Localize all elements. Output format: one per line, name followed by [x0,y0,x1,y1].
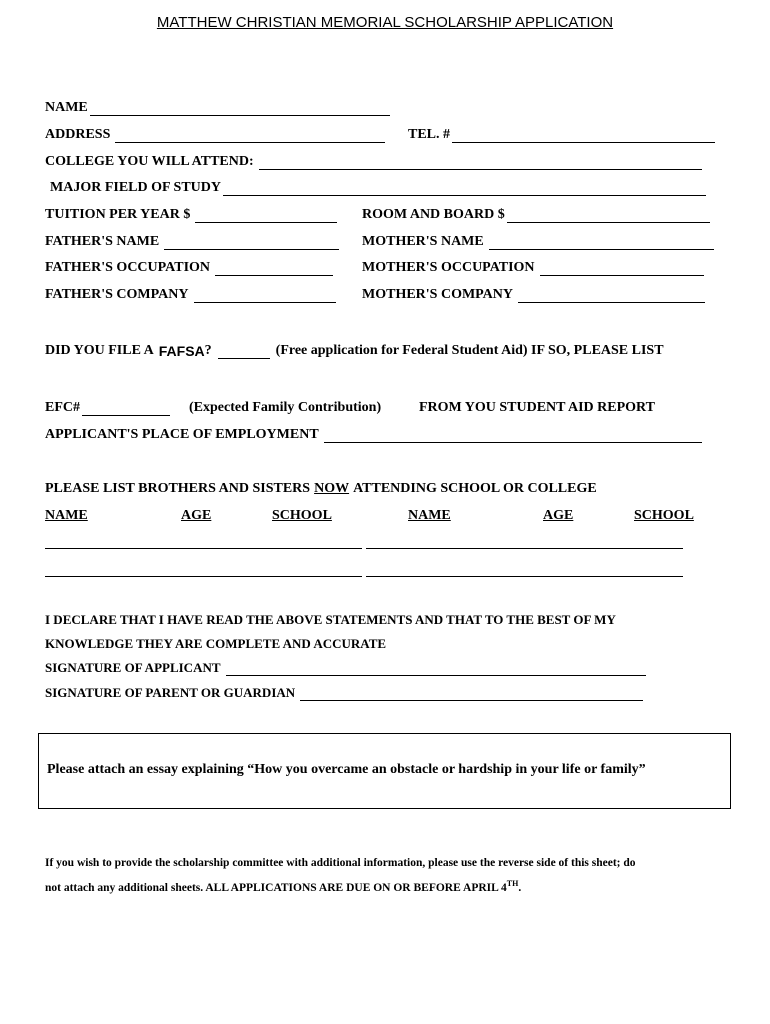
efc-source: FROM YOU STUDENT AID REPORT [419,400,655,415]
sibling-header-name-1: NAME [45,508,88,523]
efc-expansion: (Expected Family Contribution) [189,400,382,415]
page-title: MATTHEW CHRISTIAN MEMORIAL SCHOLARSHIP APPLICATION [156,14,614,31]
major-field[interactable] [223,183,706,196]
room-board-label: ROOM AND BOARD $ [362,207,505,222]
siblings-prompt-before: PLEASE LIST BROTHERS AND SISTERS [45,481,311,496]
employment-field[interactable] [324,430,702,443]
fafsa-qmark: ? [204,343,212,358]
address-label: ADDRESS [45,127,111,142]
address-field[interactable] [115,130,385,143]
father-name-row [45,234,339,250]
sibling-header-school-2: SCHOOL [634,508,694,523]
major-row [50,180,706,196]
tel-row [408,127,715,143]
college-field[interactable] [259,157,702,170]
address-row [45,127,385,143]
note-line-1: If you wish to provide the scholarship committee with additional information, please use the reverse side of this sheet; do [45,857,636,869]
siblings-prompt-now: NOW [314,481,350,496]
room-board-row [362,207,710,223]
mother-occupation-row [362,260,704,276]
college-row [45,154,702,170]
essay-box [38,733,731,809]
applicant-signature-label: SIGNATURE OF APPLICANT [45,660,221,675]
efc-label: EFC# [45,400,80,415]
parent-signature-field[interactable] [300,688,643,701]
mother-name-field[interactable] [489,237,714,250]
employment-label: APPLICANT'S PLACE OF EMPLOYMENT [45,427,319,442]
tuition-label: TUITION PER YEAR $ [45,207,191,222]
major-label: MAJOR FIELD OF STUDY [50,180,221,195]
tel-field[interactable] [452,130,715,143]
siblings-prompt-after: ATTENDING SCHOOL OR COLLEGE [353,481,597,496]
siblings-prompt [45,481,597,497]
father-occupation-row [45,260,333,276]
father-name-label: FATHER'S NAME [45,234,160,249]
fafsa-acronym: FAFSA [158,343,205,359]
applicant-signature-row [45,660,646,676]
father-company-label: FATHER'S COMPANY [45,287,189,302]
mother-name-row [362,234,714,250]
parent-signature-row [45,685,643,701]
college-label: COLLEGE YOU WILL ATTEND: [45,154,254,169]
fafsa-row [45,343,664,359]
name-label: NAME [45,100,88,115]
note-line-2 [45,879,521,894]
sibling-header-name-2: NAME [408,508,451,523]
fafsa-suffix: (Free application for Federal Student Aid) IF SO, PLEASE LIST [275,343,664,358]
father-company-row [45,287,336,303]
name-row [45,100,390,116]
tuition-field[interactable] [195,210,337,223]
efc-row [45,400,170,416]
sibling-header-age-1: AGE [181,508,212,523]
declaration-line-1: I DECLARE THAT I HAVE READ THE ABOVE STATEMENTS AND THAT TO THE BEST OF MY [45,612,616,627]
sibling-line-1-left[interactable] [45,548,362,549]
fafsa-prefix: DID YOU FILE A [45,343,154,358]
fafsa-field[interactable] [218,346,270,359]
note-superscript: TH [506,879,519,888]
father-company-field[interactable] [194,290,336,303]
father-occupation-field[interactable] [215,263,333,276]
sibling-line-2-right[interactable] [366,576,683,577]
essay-instruction: Please attach an essay explaining “How you overcame an obstacle or hardship in your life or family” [47,762,646,777]
mother-company-row [362,287,705,303]
mother-occupation-label: MOTHER'S OCCUPATION [362,260,535,275]
sibling-line-1-right[interactable] [366,548,683,549]
note-end: . [518,881,522,894]
sibling-header-school-1: SCHOOL [272,508,332,523]
name-field[interactable] [90,103,390,116]
mother-occupation-field[interactable] [540,263,704,276]
employment-row [45,427,702,443]
sibling-header-age-2: AGE [543,508,574,523]
mother-name-label: MOTHER'S NAME [362,234,484,249]
mother-company-field[interactable] [518,290,705,303]
declaration-line-2: KNOWLEDGE THEY ARE COMPLETE AND ACCURATE [45,636,387,651]
room-board-field[interactable] [507,210,710,223]
mother-company-label: MOTHER'S COMPANY [362,287,514,302]
parent-signature-label: SIGNATURE OF PARENT OR GUARDIAN [45,685,296,700]
tel-label: TEL. # [408,127,451,142]
note-line-2-text: not attach any additional sheets. ALL APPLICATIONS ARE DUE ON OR BEFORE APRIL 4 [45,881,507,894]
efc-field[interactable] [82,403,170,416]
sibling-line-2-left[interactable] [45,576,362,577]
father-name-field[interactable] [164,237,339,250]
tuition-row [45,207,337,223]
father-occupation-label: FATHER'S OCCUPATION [45,260,211,275]
applicant-signature-field[interactable] [226,663,646,676]
